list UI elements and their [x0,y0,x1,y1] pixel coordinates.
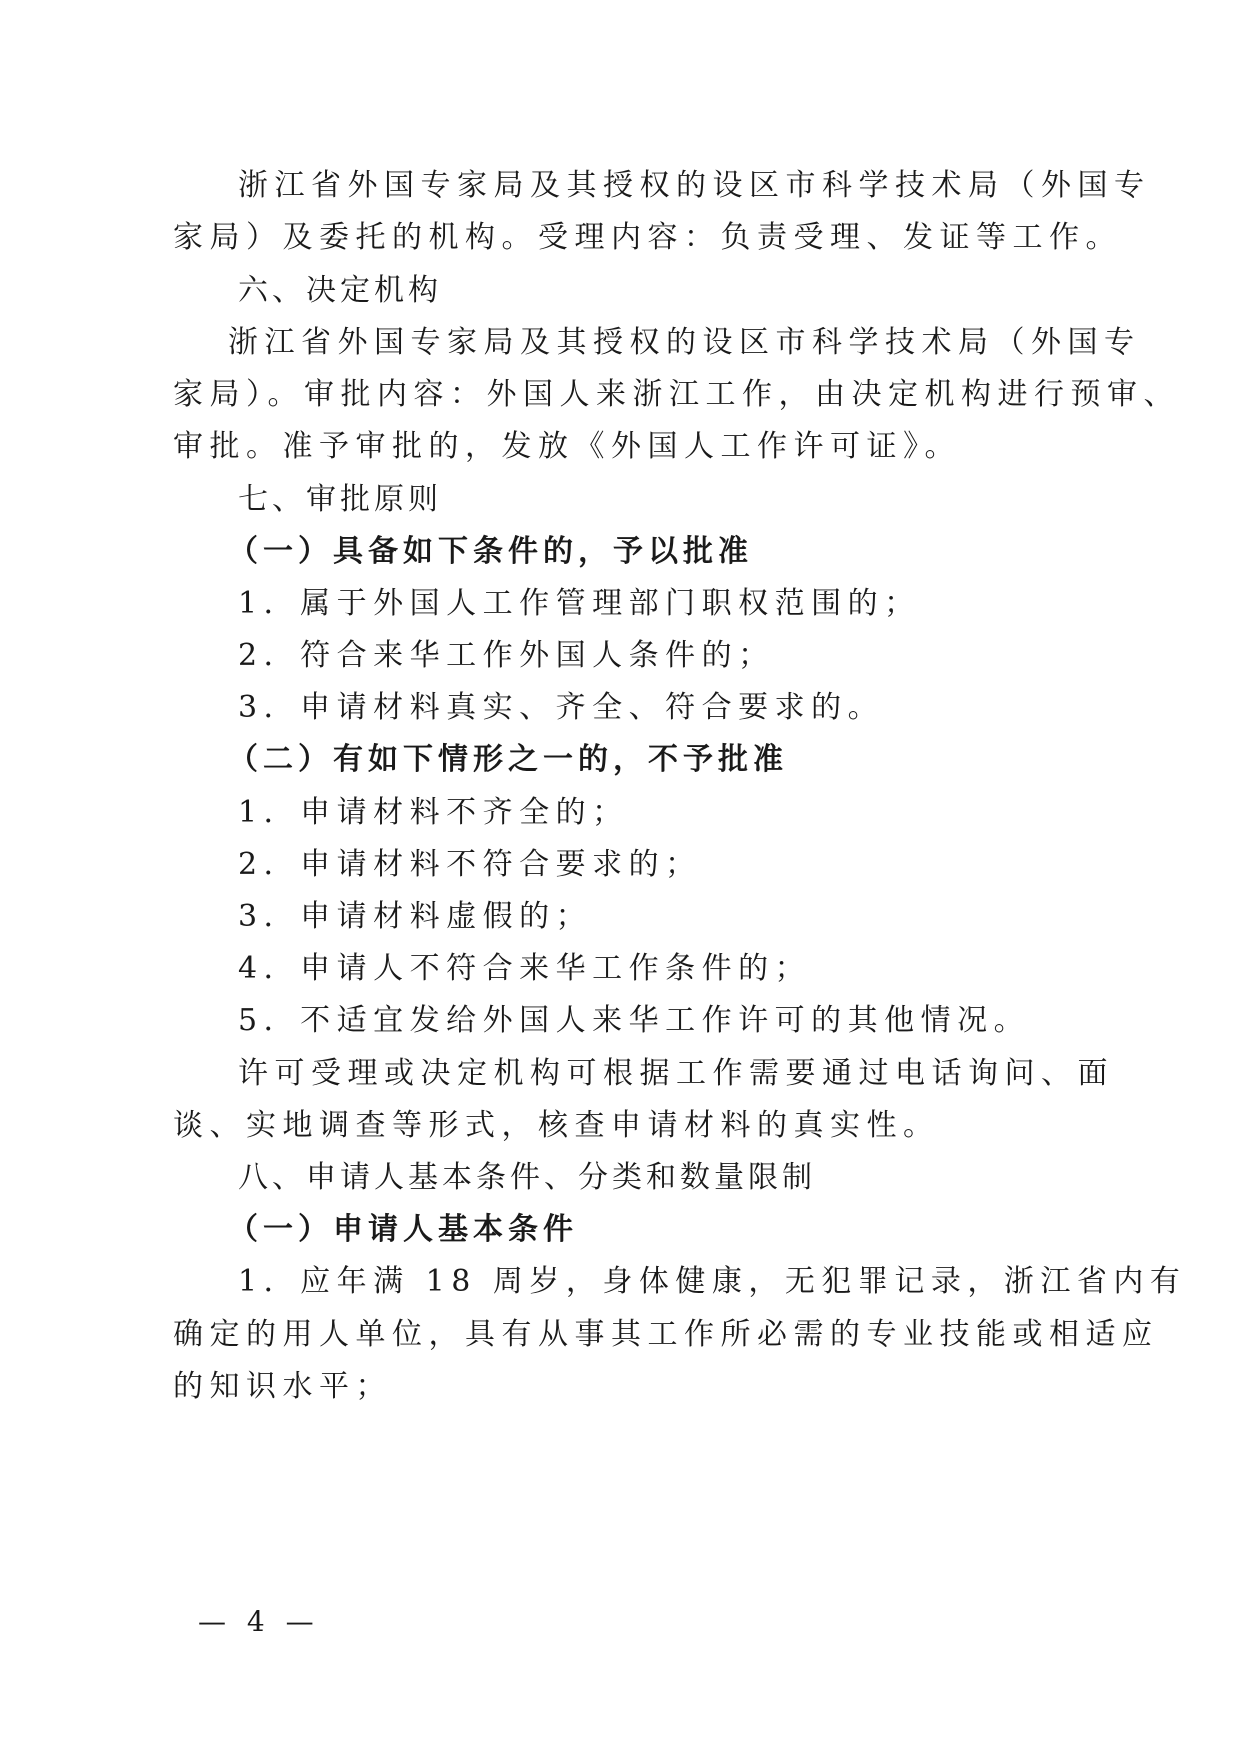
paragraph-line: 许可受理或决定机构可根据工作需要通过电话询问、面 [238,1056,1114,1091]
list-item: 1．属于外国人工作管理部门职权范围的； [238,586,921,621]
section-heading: 七、审批原则 [238,482,442,517]
subsection-heading: （一）具备如下条件的，予以批准 [228,534,753,569]
list-item: 1．申请材料不齐全的； [238,795,629,830]
paragraph-line: 谈、实地调查等形式，核查申请材料的真实性。 [173,1108,940,1143]
page-number: — 4 — [198,1605,320,1638]
list-item: 2．符合来华工作外国人条件的； [238,638,775,673]
list-item: 2．申请材料不符合要求的； [238,847,702,882]
section-heading: 八、申请人基本条件、分类和数量限制 [238,1160,816,1195]
list-item: 5．不适宜发给外国人来华工作许可的其他情况。 [238,1003,1031,1038]
paragraph-line: 的知识水平； [173,1369,392,1404]
paragraph-line: 浙江省外国专家局及其授权的设区市科学技术局（外国专 [228,325,1141,360]
paragraph-line: 确定的用人单位，具有从事其工作所必需的专业技能或相适应 [173,1317,1159,1352]
list-item: 3．申请材料真实、齐全、符合要求的。 [238,690,885,725]
paragraph-line: 家局）。审批内容：外国人来浙江工作，由决定机构进行预审、 [173,377,1180,412]
section-heading: 六、决定机构 [238,273,442,308]
paragraph-line: 家局）及委托的机构。受理内容：负责受理、发证等工作。 [173,220,1122,255]
subsection-heading: （二）有如下情形之一的，不予批准 [228,742,788,777]
list-item: 3．申请材料虚假的； [238,899,593,934]
paragraph-line: 浙江省外国专家局及其授权的设区市科学技术局（外国专 [238,168,1151,203]
subsection-heading: （一）申请人基本条件 [228,1212,578,1247]
list-item: 4．申请人不符合来华工作条件的； [238,951,812,986]
paragraph-line: 审批。准予审批的，发放《外国人工作许可证》。 [173,429,961,464]
list-item: 1．应年满 18 周岁，身体健康，无犯罪记录，浙江省内有 [238,1264,1187,1299]
